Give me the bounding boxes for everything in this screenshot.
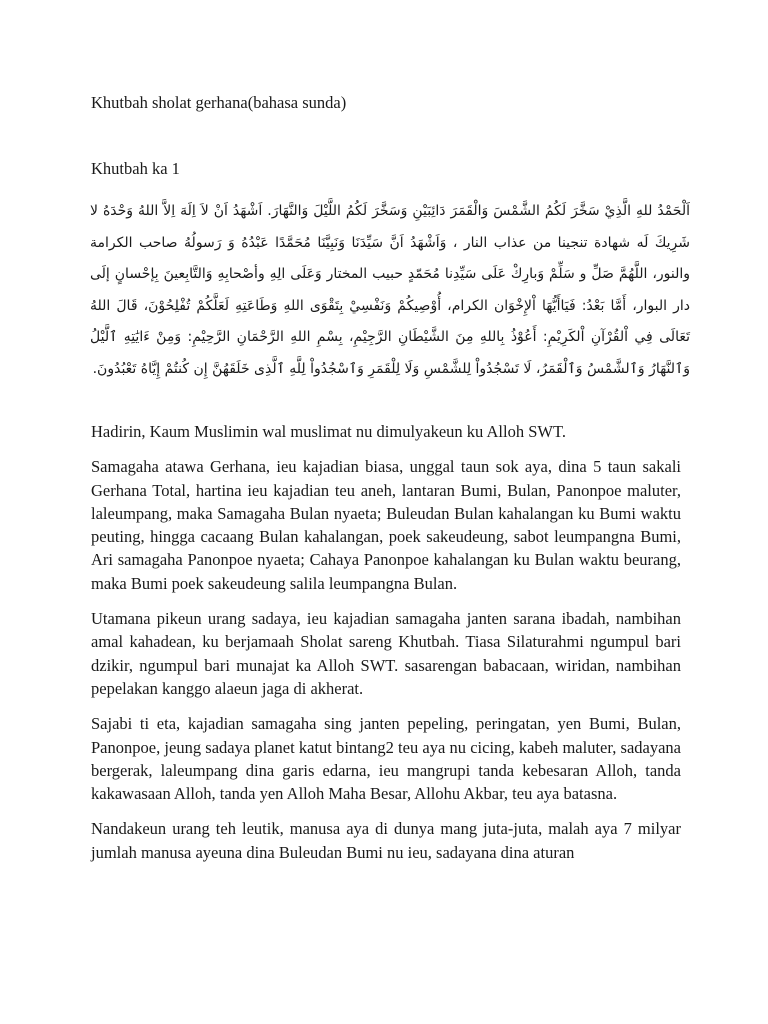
paragraph-worship: Utamana pikeun urang sadaya, ieu kajadian samagaha janten sarana ibadah, nambihan amal kahadean, ku berjamaah Sholat sareng Khutbah. Tiasa Silaturahmi ngumpul bari dzikir, ngumpul bari munajat ka Alloh SWT. sasarengan babacaan, wiridan, nambihan pepelakan kanggo alaeun jaga di akherat. bbox=[91, 609, 681, 698]
document-title: Khutbah sholat gerhana(bahasa sunda) bbox=[91, 93, 347, 112]
body-text bbox=[91, 420, 681, 876]
paragraph-humanity: Nandakeun urang teh leutik, manusa aya di dunya mang juta-juta, malah aya 7 milyar jumlah manusa ayeuna dina Buleudan Bumi nu ieu, sadayana dina aturan bbox=[91, 819, 681, 862]
paragraph-reminder: Sajabi ti eta, kajadian samagaha sing janten pepeling, peringatan, yen Bumi, Bulan, Panonpoe, jeung sadaya planet katut bintang2 teu aya nu cicing, kabeh maluter, sadayana bergerak, laleumpang dina garis edarna, ieu mangrupi tanda kebesaran Alloh, tanda kakawasaan Alloh, tanda yen Alloh Maha Besar, Allohu Akbar, teu aya batasna. bbox=[91, 714, 681, 804]
section-heading: Khutbah ka 1 bbox=[91, 159, 180, 178]
paragraph-greeting: Hadirin, Kaum Muslimin wal muslimat nu dimulyakeun ku Alloh SWT. bbox=[91, 422, 566, 441]
paragraph-eclipse-explanation: Samagaha atawa Gerhana, ieu kajadian biasa, unggal taun sok aya, dina 5 taun sakali Gerhana Total, hartina ieu kajadian teu aneh, lantaran Bumi, Bulan, Panonpoe maluter, laleumpang, maka Samagaha Bulan nyaeta; Buleudan Bulan kahalangan ku Bumi waktu peuting, hingga cacaang Bulan kahalangan, poek sakeudeung, sabot leumpangna Bumi, Ari samagaha Panonpoe nyaeta; Cahaya Panonpoe kahalangan ku Bulan waktu beurang, maka Bumi poek sakeudeung salila leumpangna Bulan. bbox=[91, 457, 681, 593]
arabic-opening-text: اَلْحَمْدُ للهِ الَّذِيْ سَخَّرَ لَكُمُ الشَّمْسَ وَالْقَمَرَ دَائِبَيْنِ وَسَخَّرَ لَكُمُ اللَّيْلَ وَالنَّهَارَ. اَشْهَدُ اَنْ لاَ اِلَهَ اِلاَّ اللهُ وَحْدَهُ لا شَرِيكَ لَه شهادة تنجينا من عذاب النار ، وَاَشْهَدُ اَنَّ سَيِّدَنَا وَنَبِيَّنَا مُحَمَّدًا عَبْدُهُ وَ رَسولُهُ صاحب الكرامة والنور، اللَّهُمَّ صَلِّ و سَلِّمْ وَبارِكْ عَلَى سَيِّدِنا مُحَمّدٍ حبيب المختار وَعَلَى الِهِ وأصْحابِهِ وَالتَّابِعينَ بِإحْسانٍ إلَى دار البوار، أَمَّا بَعْدُ: فَيَاأَيُّهَا اْلإِخْوَان الكرام، أُوْصِيكُمْ وَنَفْسِيْ بِتَقْوَى اللهِ وَطَاعَتِهِ لَعَلَّكُمْ تُفْلِحُوْنَ، قَالَ اللهُ تَعَالَى فِي اْلقُرْآنِ اْلكَرِيْمِ: أَعُوْذُ بِاللهِ مِنَ الشَّيْطَانِ الرَّجِيْمِ، بِسْمِ اللهِ الرَّحْمَانِ الرَّحِيْمِ: وَمِنْ ءَايَٰتِهِ ٱلَّيْلُ وَٱلنَّهَارُ وَٱلشَّمْسُ وَٱلْقَمَرُ، لَا تَسْجُدُواْ لِلشَّمْسِ وَلَا لِلْقَمَرِ وَٱسْجُدُواْ لِلَّهِ ٱلَّذِى خَلَقَهُنَّ إِن كُنتُمْ إِيَّاهُ تَعْبُدُونَ. bbox=[90, 203, 690, 377]
